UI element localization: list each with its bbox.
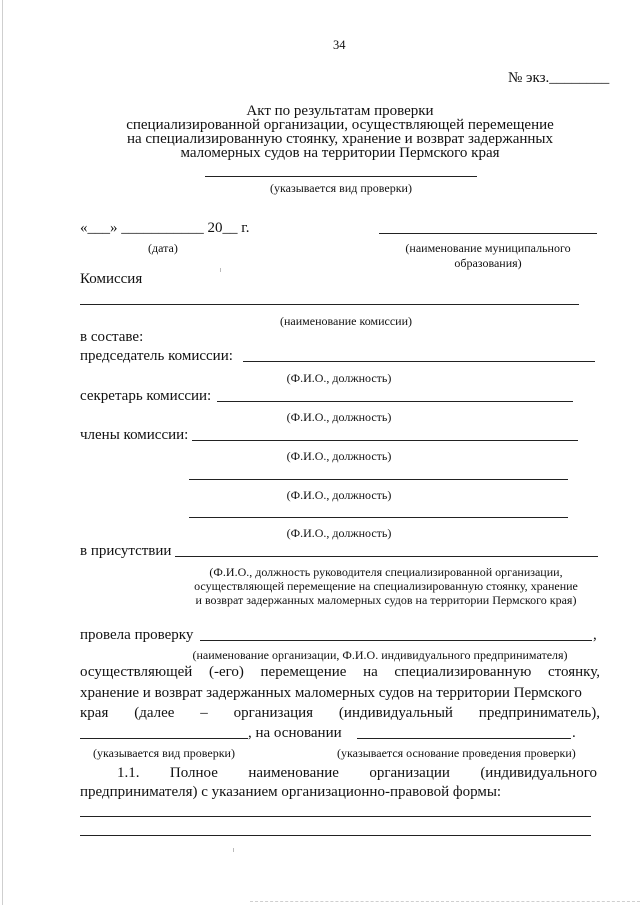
member-line[interactable] [192,440,578,441]
member-line[interactable] [189,479,568,480]
body-line [80,705,600,722]
word: специализированную [394,664,532,680]
title-line: маломерных судов на территории Пермского края [180,145,500,161]
word: 1.1. [117,765,140,781]
word: перемещение [260,664,347,680]
commission-label: Комиссия [80,271,143,287]
secretary-line[interactable] [217,401,573,402]
municipality-hint: (наименование муниципального [405,241,571,255]
body-line [80,664,600,681]
body-line: хранение и возврат задержанных маломерных судов на территории Пермского [80,685,582,701]
composition-label: в составе: [80,329,144,345]
scan-edge-bottom [250,901,640,902]
chairman-label: председатель комиссии: [80,348,233,364]
basis-field[interactable] [357,738,571,739]
word: на [363,664,378,680]
fill-line[interactable] [80,835,591,836]
scan-speck [233,848,234,852]
word: осуществляющей [80,664,193,680]
organization-hint: (наименование организации, Ф.И.О. индивидуального предпринимателя) [192,648,568,662]
copy-number: № экз.________ [508,70,610,86]
members-label: члены комиссии: [80,427,189,443]
word: (индивидуального [480,765,597,781]
word: наименование [248,765,339,781]
presence-label: в присутствии [80,543,172,559]
word: стоянку, [547,664,600,680]
municipality-hint: образования) [454,256,522,270]
date-hint: (дата) [148,241,178,255]
scan-speck [220,268,221,272]
scan-edge-left [2,0,3,905]
word: (индивидуальный [338,705,453,721]
fio-hint: (Ф.И.О., должность) [286,371,392,385]
member-line[interactable] [189,517,568,518]
title-line: специализированной организации, осуществляющей перемещение [126,117,554,133]
secretary-label: секретарь комиссии: [80,388,212,404]
fio-hint: (Ф.И.О., должность) [286,410,392,424]
presence-hint: осуществляющей перемещение на специализированную стоянку, хранение [194,579,578,593]
fio-hint: (Ф.И.О., должность) [286,526,392,540]
organization-line[interactable] [200,640,592,641]
presence-hint: (Ф.И.О., должность руководителя специализированной организации, [209,565,563,579]
basis-text: , на основании [248,725,342,741]
presence-line[interactable] [175,556,598,557]
check-type-hint: (указывается вид проверки) [270,181,412,195]
word: края [80,705,109,721]
conducted-comma: , [593,627,597,643]
word: (далее [134,705,175,721]
word: (-его) [208,664,244,680]
conducted-label: провела проверку [80,627,194,643]
check-type-hint: (указывается вид проверки) [93,746,235,760]
page-number: 34 [333,38,346,52]
check-type-line[interactable] [205,176,477,177]
word: предприниматель), [478,705,600,721]
item-1-1-line2: предпринимателя) с указанием организационно-правовой формы: [80,784,502,800]
word: – [200,705,208,721]
word: организация [233,705,314,721]
basis-hint: (указывается основание проведения проверки) [337,746,576,760]
commission-line[interactable] [80,304,579,305]
chairman-line[interactable] [243,361,595,362]
title-line: на специализированную стоянку, хранение и возврат задержанных [126,131,554,147]
word: организации [369,765,450,781]
fio-hint: (Ф.И.О., должность) [286,449,392,463]
municipality-line[interactable] [379,233,597,234]
basis-end: . [572,725,576,741]
date-field[interactable]: «___» ___________ 20__ г. [80,220,250,236]
fio-hint: (Ф.И.О., должность) [286,488,392,502]
commission-hint: (наименование комиссии) [279,314,412,328]
word: Полное [169,765,218,781]
title-line: Акт по результатам проверки [246,103,434,119]
item-1-1 [117,765,597,782]
fill-line[interactable] [80,816,591,817]
check-type-field[interactable] [80,738,248,739]
presence-hint: и возврат задержанных маломерных судов на территории Пермского края) [195,593,577,607]
